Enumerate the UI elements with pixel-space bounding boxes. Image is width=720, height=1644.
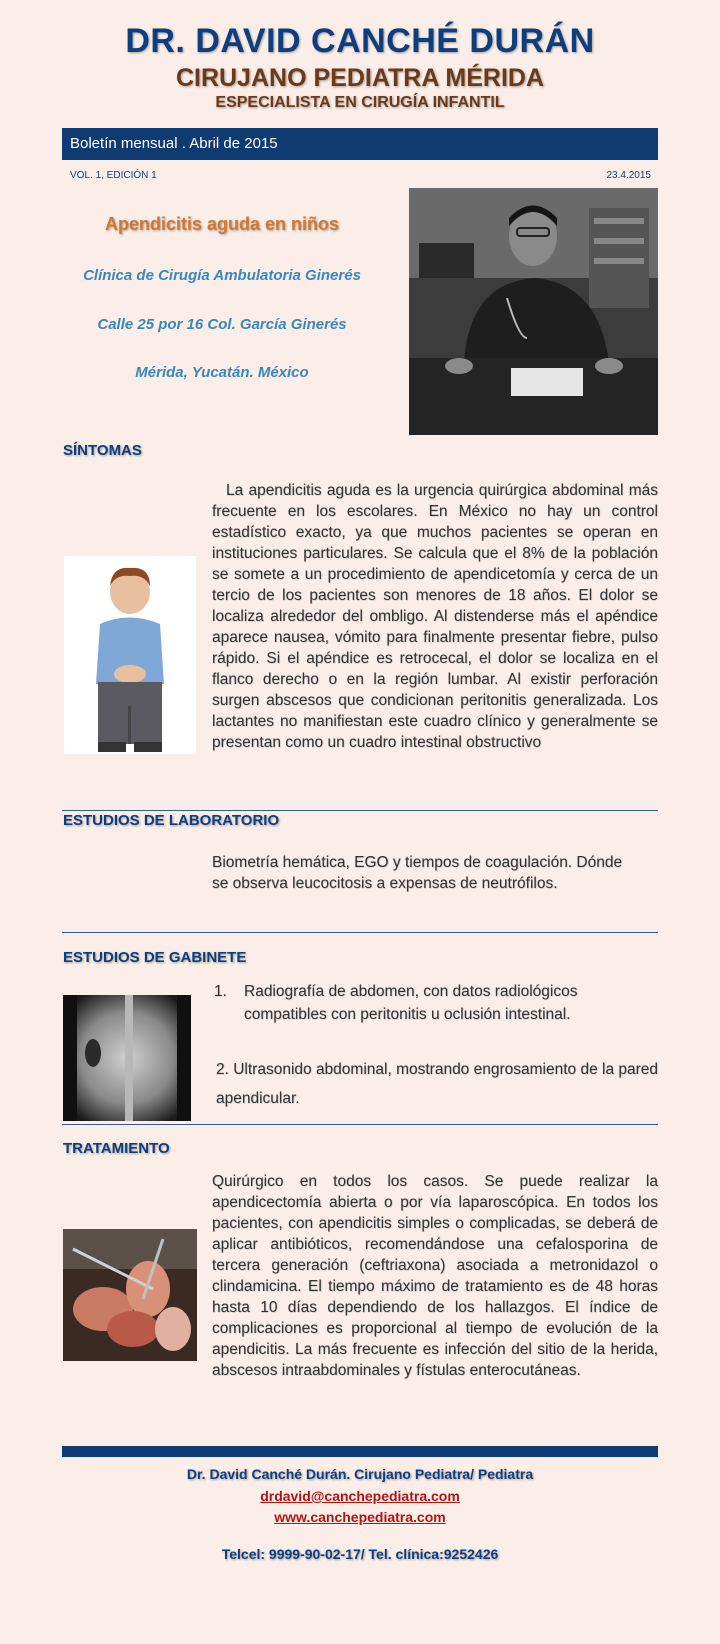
doctor-name: DR. DAVID CANCHÉ DURÁN: [125, 22, 595, 60]
issue-date: 23.4.2015: [606, 170, 651, 181]
clinic-city: Mérida, Yucatán. México: [135, 364, 309, 381]
gabinete-item-2: 2. Ultrasonido abdominal, mostrando engrosamiento de la pared apendicular.: [216, 1061, 659, 1107]
sintomas-heading: SÍNTOMAS: [63, 442, 142, 459]
section-divider: [62, 1124, 658, 1125]
section-divider: [62, 932, 658, 933]
surgery-photo: [63, 1229, 197, 1361]
footer-email-link[interactable]: drdavid@canchepediatra.com: [260, 1488, 460, 1504]
gabinete-item-1-text: Radiografía de abdomen, con datos radiológicos compatibles con peritonitis u oclusión intestinal.: [244, 983, 578, 1023]
clinic-address: Calle 25 por 16 Col. García Ginerés: [97, 316, 347, 333]
footer-website-link[interactable]: www.canchepediatra.com: [274, 1509, 446, 1525]
laboratorio-text: Biometría hemática, EGO y tiempos de coagulación. Dónde se observa leucocitosis a expensas de neutrófilos.: [212, 854, 623, 892]
doctor-photo: [409, 188, 658, 435]
child-photo: [64, 556, 196, 754]
volume-label: VOL. 1, EDICIÓN 1: [70, 170, 157, 181]
list-number: 1.: [214, 983, 227, 1000]
header-specialty: ESPECIALISTA EN CIRUGÍA INFANTIL: [215, 94, 505, 111]
gabinete-heading: ESTUDIOS DE GABINETE: [63, 949, 247, 966]
bulletin-bar: Boletín mensual . Abril de 2015: [62, 128, 658, 160]
header-subtitle: CIRUJANO PEDIATRA MÉRIDA: [175, 64, 545, 92]
footer-doctor-name: Dr. David Canché Durán. Cirujano Pediatra/ Pediatra: [186, 1466, 534, 1482]
section-divider: [62, 810, 658, 811]
article-title: Apendicitis aguda en niños: [104, 214, 340, 234]
clinic-name: Clínica de Cirugía Ambulatoria Ginerés: [83, 267, 361, 284]
sintomas-text: La apendicitis aguda es la urgencia quirúrgica abdominal más frecuente en los escolares. En México no hay un control estadístico exacto, ya que muchos pacientes se operan en instituciones particulares. Se calcula que el 8% de la población se somete a un procedimiento de apendicetomía y cerca de un tercio de los pacientes son menores de 18 años. El dolor se localiza alrededor del ombligo. Al distenderse más el apéndice aparece nausea, vómito para finalmente presentar fiebre, pulso rápido. Si el apéndice es retrocecal, el dolor se localiza en el flanco derecho o en la región lumbar. Al existir perforación surgen abscesos que condicionan peritonitis generalizada. Los lactantes no manifiestan este cuadro clínico y generalmente se presentan como un cuadro intestinal obstructivo: [212, 482, 658, 751]
footer-phone: Telcel: 9999-90-02-17/ Tel. clínica:9252426: [221, 1546, 499, 1562]
laboratorio-heading: ESTUDIOS DE LABORATORIO: [63, 812, 280, 829]
footer-bar: [62, 1446, 658, 1457]
xray-photo: [63, 995, 191, 1121]
tratamiento-text: Quirúrgico en todos los casos. Se puede realizar la apendicectomía abierta o por vía laparoscópica. En todos los pacientes, con apendicitis simples o complicadas, se deberá de aplicar antibióticos, recomendándose una cefalosporina de tercera generación (ceftriaxona) asociada a metronidazol o clindamicina. El tiempo máximo de tratamiento es de 48 horas hasta 10 días dependiendo de los hallazgos. El índice de complicaciones es proporcional al tiempo de evolución de la apendicitis. La más frecuente es infección del sitio de la herida, abscesos intraabdominales y fístulas enterocutáneas.: [212, 1173, 658, 1379]
tratamiento-heading: TRATAMIENTO: [63, 1140, 170, 1157]
